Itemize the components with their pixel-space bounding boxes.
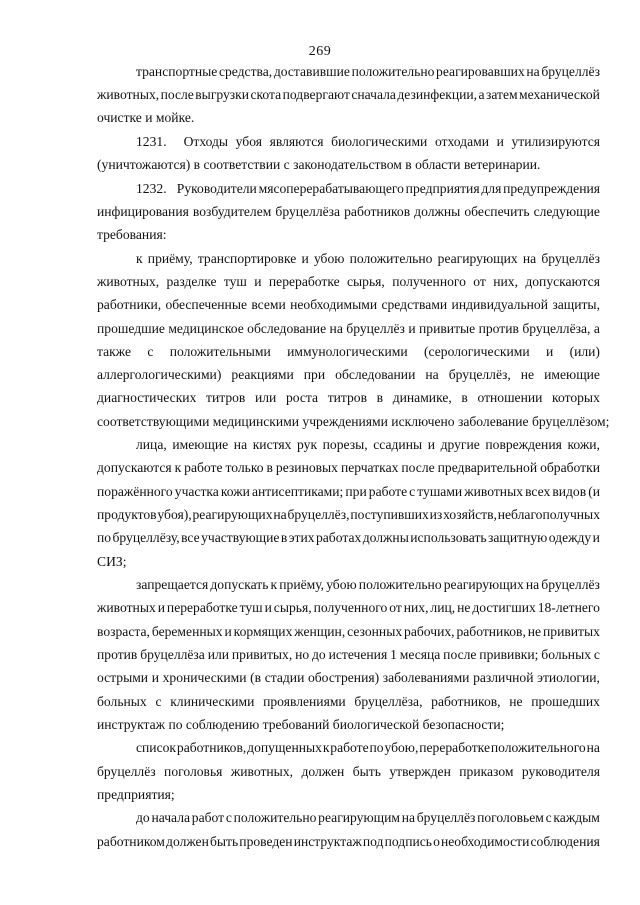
page-number: 269 [308,44,332,59]
text-line: работником должен быть проведен инструктаж под подпись о необходимости соблюдения [97,834,600,849]
text-line: лица, имеющие на кистях рук порезы, ссадины и другие повреждения кожи, [136,437,600,452]
text-line: до начала работ с положительно реагирующим на бруцеллёз поголовьем с каждым [136,810,600,825]
text-line: 1231. Отходы убоя являются биологическими отходами и утилизируются [136,134,600,149]
text-line: очистке и мойке. [97,110,195,125]
text-line: СИЗ; [97,554,127,569]
text-line: диагностических титров или роста титров в динамике, в отношении которых [97,390,600,405]
text-line: по бруцеллёзу, все участвующие в этих работах должны использовать защитную одежду и [97,530,600,545]
text-line: запрещается допускать к приёму, убою положительно реагирующих на бруцеллёз [136,577,600,592]
text-line: прошедшие медицинское обследование на бруцеллёз и привитые против бруцеллёза, а [97,321,600,336]
text-line: животных, после выгрузки скота подвергают сначала дезинфекции, а затем механической [97,87,600,102]
text-line: животных и переработке туш и сырья, полученного от них, лиц, не достигших 18-летнего [97,600,600,615]
text-line: против бруцеллёза или привитых, но до истечения 1 месяца после прививки; больных с [97,647,600,662]
text-line: к приёму, транспортировке и убою положительно реагирующих на бруцеллёз [136,251,600,266]
text-line: инструктаж по соблюдению требований биологической безопасности; [97,717,505,732]
text-line: поражённого участка кожи антисептиками; при работе с тушами животных всех видов (и [97,484,600,499]
text-line: продуктов убоя), реагирующих на бруцеллёз, поступивших из хозяйств, неблагополучных [97,507,600,522]
text-line: острыми и хроническими (в стадии обострения) заболеваниями различной этиологии, [97,670,600,685]
text-line: больных с клиническими проявлениями бруцеллёза, работников, не прошедших [97,694,600,709]
text-line: работники, обеспеченные всеми необходимыми средствами индивидуальной защиты, [97,297,600,312]
text-line: (уничтожаются) в соответствии с законодательством в области ветеринарии. [97,157,541,172]
text-line: 1232. Руководители мясоперерабатывающего предприятия для предупреждения [136,181,600,196]
text-line: инфицирования возбудителем бруцеллёза работников должны обеспечить следующие [97,204,600,219]
text-line: животных, разделке туш и переработке сырья, полученного от них, допускаются [97,274,600,289]
text-line: транспортные средства, доставившие положительно реагировавших на бруцеллёз [136,64,600,79]
text-line: бруцеллёз поголовья животных, должен быть утвержден приказом руководителя [97,764,600,779]
text-line: аллергологическими) реакциями при обследовании на бруцеллёз, не имеющие [97,367,600,382]
text-line: требования: [97,227,167,242]
text-line: предприятия; [97,787,175,802]
text-line: также с положительными иммунологическими (серологическими и (или) [97,344,600,359]
text-line: возраста, беременных и кормящих женщин, сезонных рабочих, работников, не привитых [97,624,600,639]
text-line: соответствующими медицинскими учреждениями исключено заболевание бруцеллёзом; [97,414,610,429]
text-line: допускаются к работе только в резиновых перчатках после предварительной обработки [97,460,600,475]
text-line: список работников, допущенных к работе по убою, переработке положительного на [136,740,600,755]
